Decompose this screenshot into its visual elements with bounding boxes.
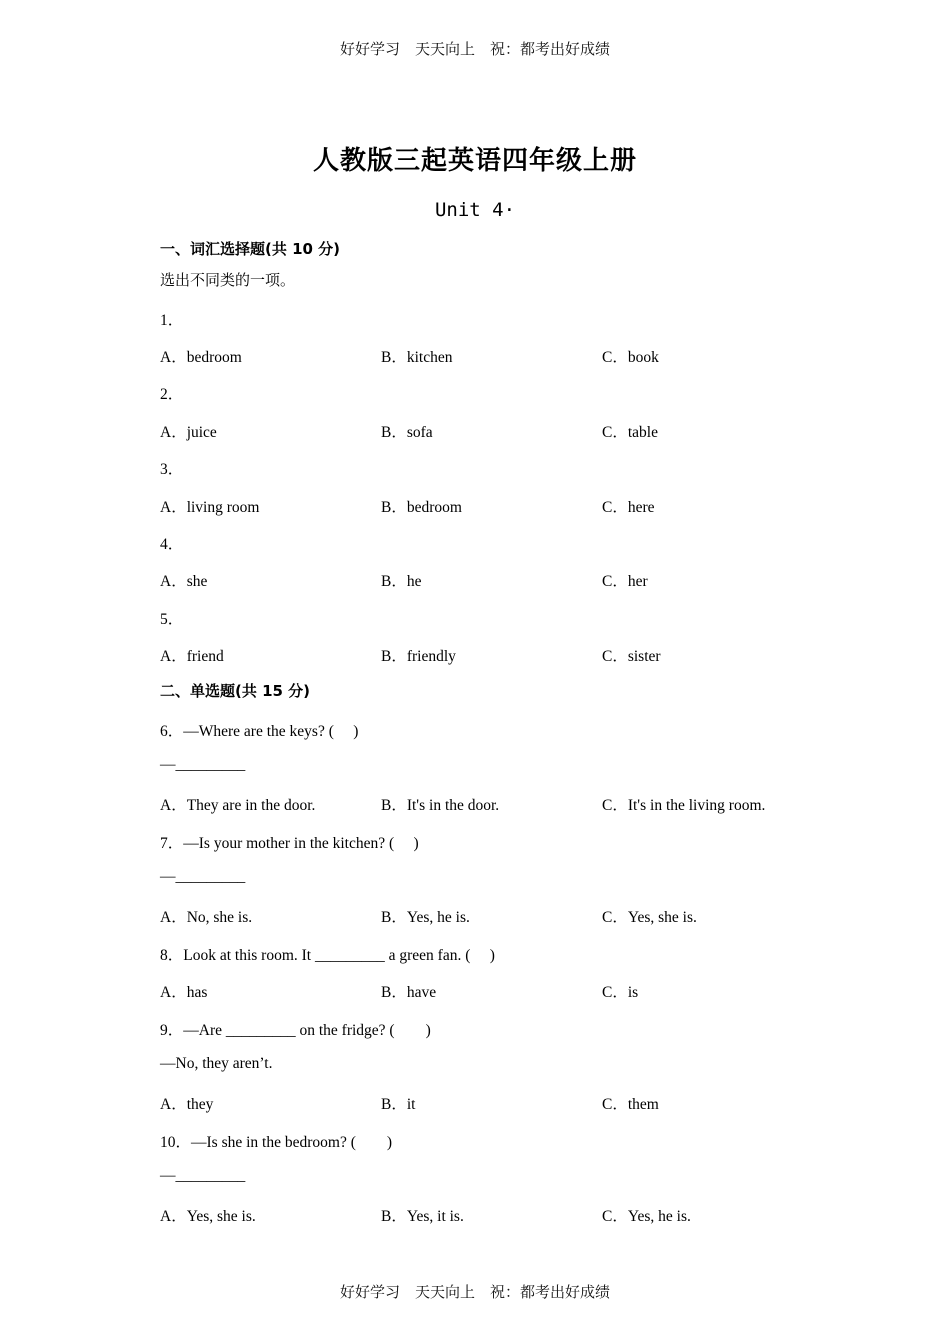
- option-c[interactable]: C．Yes, she is.: [602, 909, 697, 926]
- section2-heading: 二、单选题(共 15 分): [160, 682, 311, 700]
- option-row: [160, 495, 860, 517]
- section1-heading: 一、词汇选择题(共 10 分): [160, 240, 341, 258]
- document-title: 人教版三起英语四年级上册: [312, 146, 637, 176]
- unit-title: Unit 4·: [434, 199, 516, 221]
- option-a[interactable]: A．juice: [160, 424, 217, 441]
- option-a[interactable]: A．friend: [160, 648, 224, 665]
- page-header: 好好学习 天天向上 祝：都考出好成绩: [339, 40, 610, 58]
- option-row: [160, 793, 860, 815]
- option-b[interactable]: B．friendly: [381, 648, 456, 665]
- option-row: [160, 569, 860, 591]
- question-number: 3．: [160, 461, 184, 478]
- option-c[interactable]: C．book: [602, 349, 659, 366]
- option-a[interactable]: A．has: [160, 984, 208, 1001]
- option-a[interactable]: A．Yes, she is.: [160, 1208, 256, 1225]
- question-stem: 6．—Where are the keys? ( ): [160, 723, 359, 740]
- question-number: 4．: [160, 536, 184, 553]
- page-footer: 好好学习 天天向上 祝：都考出好成绩: [339, 1283, 610, 1301]
- option-b[interactable]: B．kitchen: [381, 349, 453, 366]
- option-row: [160, 905, 860, 927]
- option-b[interactable]: B．sofa: [381, 424, 433, 441]
- option-b[interactable]: B．bedroom: [381, 499, 462, 516]
- option-row: [160, 345, 860, 367]
- option-a[interactable]: A．they: [160, 1096, 214, 1113]
- option-a[interactable]: A．living room: [160, 499, 260, 516]
- answer-blank[interactable]: —_________: [160, 1167, 246, 1184]
- option-a[interactable]: A．No, she is.: [160, 909, 253, 926]
- option-a[interactable]: A．bedroom: [160, 349, 242, 366]
- answer-line: —No, they aren’t.: [160, 1055, 273, 1072]
- option-c[interactable]: C．her: [602, 573, 648, 590]
- option-row: [160, 420, 860, 442]
- option-b[interactable]: B．Yes, he is.: [381, 909, 470, 926]
- question-number: 1．: [160, 312, 184, 329]
- option-c[interactable]: C．sister: [602, 648, 661, 665]
- question-stem: 10．—Is she in the bedroom? ( ): [160, 1134, 393, 1151]
- answer-blank[interactable]: —_________: [160, 868, 246, 885]
- answer-blank[interactable]: —_________: [160, 756, 246, 773]
- option-b[interactable]: B．Yes, it is.: [381, 1208, 464, 1225]
- option-c[interactable]: C．Yes, he is.: [602, 1208, 691, 1225]
- option-c[interactable]: C．is: [602, 984, 639, 1001]
- option-b[interactable]: B．It's in the door.: [381, 797, 500, 814]
- question-stem: 7．—Is your mother in the kitchen? ( ): [160, 835, 419, 852]
- option-c[interactable]: C．them: [602, 1096, 659, 1113]
- option-row: [160, 1092, 860, 1114]
- option-row: [160, 1204, 860, 1226]
- option-row: [160, 644, 860, 666]
- option-a[interactable]: A．she: [160, 573, 208, 590]
- option-row: [160, 980, 860, 1002]
- option-a[interactable]: A．They are in the door.: [160, 797, 316, 814]
- question-stem: 8．Look at this room. It _________ a green fan. ( ): [160, 947, 495, 964]
- option-b[interactable]: B．it: [381, 1096, 416, 1113]
- option-b[interactable]: B．have: [381, 984, 437, 1001]
- question-stem: 9．—Are _________ on the fridge? ( ): [160, 1022, 431, 1039]
- section1-instruction: 选出不同类的一项。: [160, 271, 296, 289]
- option-b[interactable]: B．he: [381, 573, 422, 590]
- option-c[interactable]: C．table: [602, 424, 658, 441]
- option-c[interactable]: C．here: [602, 499, 655, 516]
- question-number: 2．: [160, 386, 184, 403]
- question-number: 5．: [160, 611, 184, 628]
- option-c[interactable]: C．It's in the living room.: [602, 797, 766, 814]
